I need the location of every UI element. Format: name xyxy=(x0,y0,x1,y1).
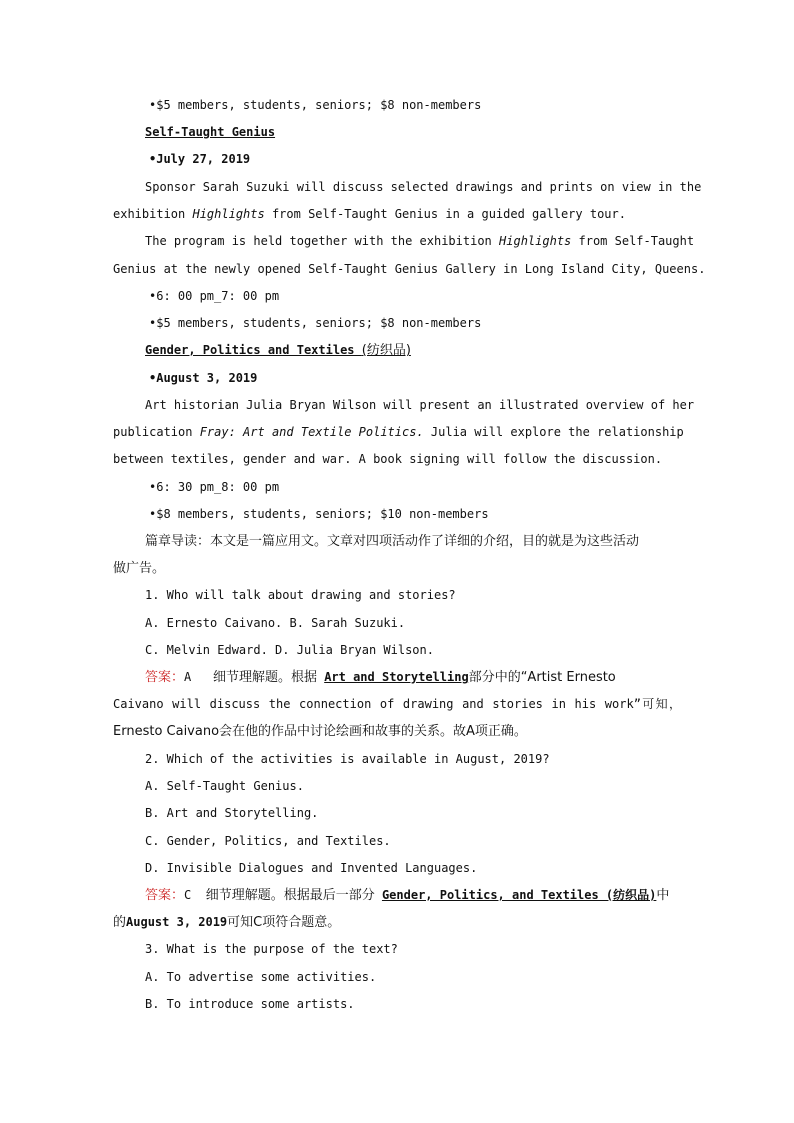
date-ref: August 3, 2019 xyxy=(126,915,228,929)
q2-option-d: D. Invisible Dialogues and Invented Languages. xyxy=(145,861,478,875)
q1-explain-line2: Caivano will discuss the connection of drawing and stories in his work”可知， xyxy=(113,697,681,711)
guide-line2: 做广告。 xyxy=(113,561,166,576)
event3-desc2-line2: Genius at the newly opened Self-Taught Genius Gallery in Long Island City, Queens. xyxy=(113,262,706,276)
event3-date: •July 27, 2019 xyxy=(149,152,251,166)
event3-desc2-line1 xyxy=(145,228,695,255)
event4-heading xyxy=(145,337,681,364)
event4-date: •August 3, 2019 xyxy=(149,371,258,385)
event2-price: •$5 members, students, seniors; $8 non-members xyxy=(149,98,482,112)
text-run: (纺织品) xyxy=(361,343,411,358)
answer-label: 答案： xyxy=(145,888,185,903)
text-run: 的 xyxy=(113,915,127,930)
exhibition-title: Highlights xyxy=(192,207,265,221)
q2-answer xyxy=(145,882,681,909)
publication-title: Fray: Art and Textile Politics. xyxy=(199,425,424,439)
event4-desc-line3: between textiles, gender and war. A book signing will follow the discussion. xyxy=(113,452,663,466)
event4-price: •$8 members, students, seniors; $10 non-members xyxy=(149,507,489,521)
text-run: publication xyxy=(113,425,200,439)
q2-option-c: C. Gender, Politics, and Textiles. xyxy=(145,834,391,848)
section-ref: Gender, Politics, and Textiles (纺织品) xyxy=(381,888,657,902)
text-run: The program is held together with the exhibition xyxy=(145,234,500,248)
text-run xyxy=(191,670,213,684)
q3-question: 3. What is the purpose of the text? xyxy=(145,942,398,956)
q1-options-ab: A. Ernesto Caivano. B. Sarah Suzuki. xyxy=(145,616,406,630)
event3-price: •$5 members, students, seniors; $8 non-members xyxy=(149,316,482,330)
q2-question: 2. Which of the activities is available in August, 2019? xyxy=(145,752,550,766)
event3-heading: Self-Taught Genius xyxy=(145,125,276,139)
q1-options-cd: C. Melvin Edward. D. Julia Bryan Wilson. xyxy=(145,643,434,657)
answer-letter: C xyxy=(184,888,192,902)
section-ref: Art and Storytelling xyxy=(324,670,469,684)
q1-question: 1. Who will talk about drawing and stories? xyxy=(145,588,456,602)
text-run: exhibition xyxy=(113,207,193,221)
q2-option-a: A. Self-Taught Genius. xyxy=(145,779,304,793)
event4-time: •6: 30 pm_8: 00 pm xyxy=(149,480,280,494)
text-run: Gender, Politics and Textiles xyxy=(145,343,362,357)
text-run: Julia will explore the relationship xyxy=(423,425,684,439)
q1-explain-line3: Ernesto Caivano会在他的作品中讨论绘画和故事的关系。故A项正确。 xyxy=(113,724,527,739)
q3-option-b: B. To introduce some artists. xyxy=(145,997,355,1011)
answer-letter: A xyxy=(184,670,192,684)
text-run: 细节理解题。根据最后一部分 xyxy=(205,888,375,903)
event4-desc-line2 xyxy=(113,419,684,446)
q1-answer xyxy=(145,664,681,691)
q3-option-a: A. To advertise some activities. xyxy=(145,970,377,984)
text-run: 部分中的“Artist Ernesto xyxy=(468,670,616,685)
q2-explain-line2 xyxy=(113,909,681,936)
text-run: 细节理解题。根据 xyxy=(212,670,317,685)
exhibition-title: Highlights xyxy=(499,234,572,248)
event3-time: •6: 00 pm_7: 00 pm xyxy=(149,289,280,303)
text-run: 可知C项符合题意。 xyxy=(227,915,341,930)
guide-line1: 篇章导读：本文是一篇应用文。文章对四项活动作了详细的介绍，目的就是为这些活动 xyxy=(145,534,640,549)
event4-desc-line1: Art historian Julia Bryan Wilson will present an illustrated overview of her xyxy=(145,398,695,412)
text-run: from Self-Taught xyxy=(571,234,695,248)
text-run: from Self-Taught Genius in a guided gallery tour. xyxy=(264,207,626,221)
q2-option-b: B. Art and Storytelling. xyxy=(145,806,319,820)
event3-desc1-line2 xyxy=(113,201,681,228)
answer-label: 答案： xyxy=(145,670,185,685)
text-run: 中 xyxy=(656,888,670,903)
event3-desc1-line1: Sponsor Sarah Suzuki will discuss selected drawings and prints on view in the xyxy=(145,180,702,194)
